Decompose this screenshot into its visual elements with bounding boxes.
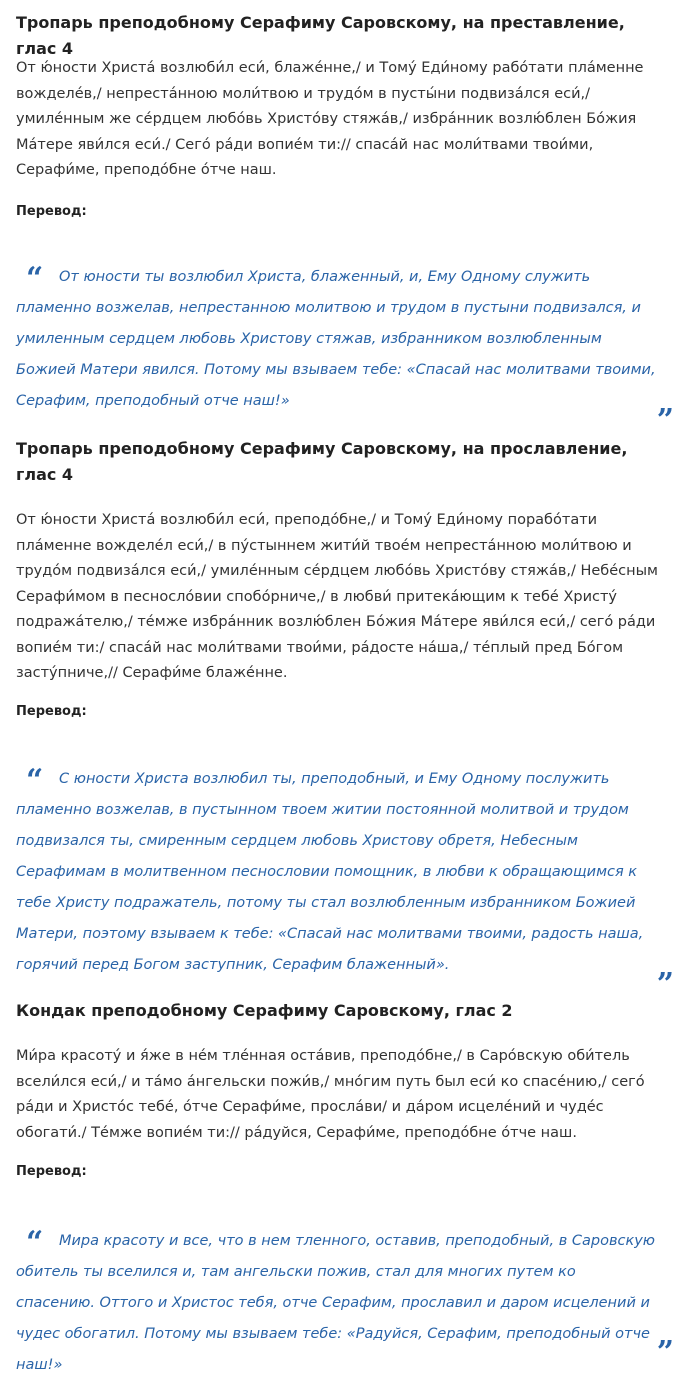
prayer-text: От ю́ности Христа́ возлюби́л еси́, преподо́бне,/ и Тому́ Еди́ному порабо́тати пла́менне вожделе́л еси́,/ в пу́стыннем жити́й твое́м непреста́нною моли́твою и трудо́м подвиза́лся еси́,/ умиле́нным се́рдцем любо́вь Христо́ву стяжа́в,/ Небе́сным Серафи́мом в песносло́вии спобо́рниче,/ в любви́ притека́ющим к тебе́ Христу́ подража́телю,/ те́мже избра́нник возлю́блен Бо́жия Ма́тере яви́лся еси́,/ сего́ ра́ди вопие́м ти:/ спаса́й нас моли́твами твои́ми, ра́досте на́ша,/ те́плый пред Бо́гом засту́пниче,// Серафи́ме блаже́нне. — [16, 512, 659, 681]
left-double-quote-icon: “ — [26, 261, 44, 296]
translation-text: Мира красоту и все, что в нем тленного, оставив, преподобный, в Саровскую обитель ты вселился и, там ангельски пожив, стал для многих путем ко спасению. Оттого и Христос тебя, отче Серафим, прославил и даром исцелений и чудес обогатил. Потому мы взываем тебе: «Радуйся, Серафим, преподобный отче наш!» — [16, 1233, 656, 1373]
translation-text: От юности ты возлюбил Христа, блаженный, и, Ему Одному служить пламенно возжелав, непрестанною молитвою и трудом в пустыни подвизался, и умиленным сердцем любовь Христову стяжав, избранником возлюбленным Божией Матери явился. Потому мы взываем тебе: «Спасай нас молитвами твоими, Серафим, преподобный отче наш!» — [16, 269, 656, 409]
translation-quote — [16, 763, 676, 1002]
prayer-text: От ю́ности Христа́ возлюби́л еси́, блаже́нне,/ и Тому́ Еди́ному рабо́тати пла́менне вожделе́в,/ непреста́нною моли́твою и трудо́м в пусты́ни подвиза́лся еси́,/ умиле́нным же се́рдцем любо́вь Христо́ву стяжа́в,/ избра́нник возлю́блен Бо́жия Ма́тере яви́лся еси́./ Сего́ ра́ди вопие́м ти:// спаса́й нас моли́твами твои́ми, Серафи́ме, преподо́бне о́тче наш. — [16, 60, 644, 178]
right-double-quote-icon: ” — [656, 403, 674, 438]
translation-label: Перевод: — [16, 204, 87, 219]
translation-quote — [16, 261, 676, 438]
prayer-text: Ми́ра красоту́ и я́же в не́м тле́нная оста́вив, преподо́бне,/ в Саро́вскую оби́тель всели́лся еси́,/ и та́мо а́нгельски пожи́в,/ мно́гим путь был еси́ ко спасе́нию,/ сего́ ра́ди и Христо́с тебе́, о́тче Серафи́ме, просла́ви/ и да́ром исцеле́ний и чуде́с обогати́./ Те́мже вопие́м ти:// ра́дуйся, Серафи́ме, преподо́бне о́тче наш. — [16, 1048, 645, 1141]
right-double-quote-icon: ” — [656, 967, 674, 1002]
right-double-quote-icon: ” — [656, 1335, 674, 1370]
translation-label: Перевод: — [16, 704, 87, 719]
left-double-quote-icon: “ — [26, 763, 44, 798]
translation-label: Перевод: — [16, 1164, 87, 1179]
section-title: Тропарь преподобному Серафиму Саровскому, на преставление, глас 4 — [16, 13, 625, 58]
section-title: Тропарь преподобному Серафиму Саровскому, на прославление, глас 4 — [16, 439, 628, 484]
translation-quote — [16, 1226, 676, 1381]
section-title: Кондак преподобному Серафиму Саровскому, глас 2 — [16, 1001, 513, 1020]
left-double-quote-icon: “ — [26, 1225, 44, 1260]
translation-text: С юности Христа возлюбил ты, преподобный, и Ему Одному послужить пламенно возжелав, в пустынном твоем житии постоянной молитвой и трудом подвизался ты, смиренным сердцем любовь Христову обретя, Небесным Серафимам в молитвенном песнословии помощник, в любви к обращающимся к тебе Христу подражатель, потому ты стал возлюбленным избранником Божией Матери, поэтому взываем к тебе: «Спасай нас молитвами твоими, радость наша, горячий перед Богом заступник, Серафим блаженный». — [16, 771, 644, 973]
